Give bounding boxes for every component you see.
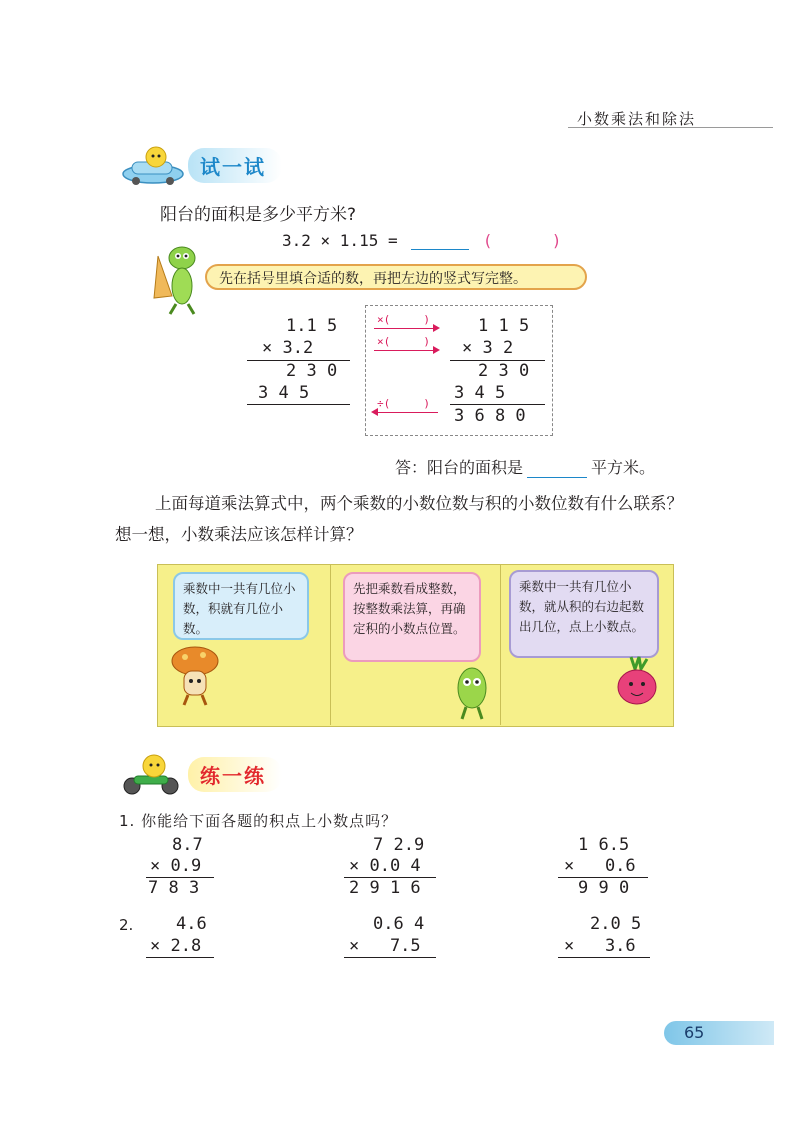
q1c-multiplicand: 1 6.5 <box>578 835 630 855</box>
answer-blank[interactable] <box>411 233 469 250</box>
try-banner-label: 试一试 <box>188 148 282 183</box>
speech-bubble-1: 乘数中一共有几位小数，积就有几位小数。 <box>173 572 309 640</box>
right-calc-row2: × 3 2 <box>462 338 514 358</box>
motorbike-mascot-icon <box>118 752 188 796</box>
arrow-right-icon <box>433 324 440 332</box>
q1a-product: 7 8 3 <box>148 878 200 898</box>
arrow-right-icon <box>433 346 440 354</box>
practice-banner-label: 练一练 <box>188 757 282 792</box>
q1b-multiplier: × 0.0 4 <box>349 856 421 876</box>
q1a-multiplier: × 0.9 <box>150 856 202 876</box>
try-banner <box>118 144 282 186</box>
right-calc-row3: 2 3 0 <box>478 361 530 381</box>
q1a-multiplicand: 8.7 <box>172 835 203 855</box>
right-calc-row4: 3 4 5 <box>454 383 506 403</box>
left-calc-row2: × 3.2 <box>262 338 314 358</box>
q2b-rule <box>344 957 436 958</box>
left-calc-row3: 2 3 0 <box>286 361 338 381</box>
area-blank[interactable] <box>527 461 587 478</box>
left-calc-row1: 1.1 5 <box>286 316 338 336</box>
left-calc-rule-2 <box>247 404 350 405</box>
q1c-product: 9 9 0 <box>578 878 630 898</box>
q1b-multiplicand: 7 2.9 <box>373 835 425 855</box>
q1c-multiplier: × 0.6 <box>564 856 636 876</box>
practice-banner <box>118 752 282 796</box>
arrow-left-icon <box>371 408 378 416</box>
arrow-line-1 <box>374 328 434 329</box>
car-mascot-icon <box>118 144 188 186</box>
practice-q2-label: 2. <box>119 916 134 934</box>
practice-q1-label: 1. 你能给下面各题的积点上小数点吗？ <box>119 812 398 830</box>
arrow-line-2 <box>374 350 434 351</box>
equation-left: 3.2 × 1.15 = <box>282 231 398 250</box>
question-text: 阳台的面积是多少平方米? <box>160 205 357 225</box>
unit-paren-close: ) <box>551 231 562 250</box>
q2b-multiplicand: 0.6 4 <box>373 914 425 934</box>
grasshopper-mascot-icon <box>152 236 206 316</box>
q2c-multiplier: × 3.6 <box>564 936 636 956</box>
left-calc-row4: 3 4 5 <box>258 383 310 403</box>
unit-paren-open: ( <box>482 231 493 250</box>
arrow-label-2: ×( ) <box>377 335 430 348</box>
speech-bubble-3: 乘数中一共有几位小数，就从积的右边起数出几位，点上小数点。 <box>509 570 659 658</box>
arrow-label-3: ÷( ) <box>377 397 430 410</box>
q2a-rule <box>146 957 214 958</box>
panel-divider <box>330 564 331 725</box>
q2a-multiplicand: 4.6 <box>176 914 207 934</box>
answer-suffix: 平方米。 <box>591 458 656 477</box>
arrow-line-3 <box>378 412 438 413</box>
answer-prefix: 答：阳台的面积是 <box>395 458 524 477</box>
page-number-tab <box>664 1021 774 1045</box>
bean-mascot-icon <box>452 662 492 722</box>
radish-mascot-icon <box>611 655 661 707</box>
q2c-multiplicand: 2.0 5 <box>590 914 642 934</box>
right-calc-row5: 3 6 8 0 <box>454 406 526 426</box>
right-calc-rule-2 <box>450 404 545 405</box>
mushroom-mascot-icon <box>170 643 220 707</box>
header-rule <box>568 127 773 128</box>
arrow-label-1: ×( ) <box>377 313 430 326</box>
q1b-product: 2 9 1 6 <box>349 878 421 898</box>
speech-bubble-2: 先把乘数看成整数，按整数乘法算，再确定积的小数点位置。 <box>343 572 481 662</box>
q2a-multiplier: × 2.8 <box>150 936 202 956</box>
hint-bubble: 先在括号里填合适的数，再把左边的竖式写完整。 <box>205 264 587 290</box>
equation <box>282 231 561 250</box>
q2c-rule <box>558 957 650 958</box>
chapter-title: 小数乘法和除法 <box>577 110 697 128</box>
discussion-prompt: 上面每道乘法算式中，两个乘数的小数位数与积的小数位数有什么联系？想一想，小数乘法应该怎样计算？ <box>115 494 683 544</box>
q2b-multiplier: × 7.5 <box>349 936 421 956</box>
panel-divider <box>500 564 501 725</box>
answer-line <box>395 455 655 478</box>
page-number: 65 <box>684 1023 705 1042</box>
right-calc-row1: 1 1 5 <box>478 316 530 336</box>
